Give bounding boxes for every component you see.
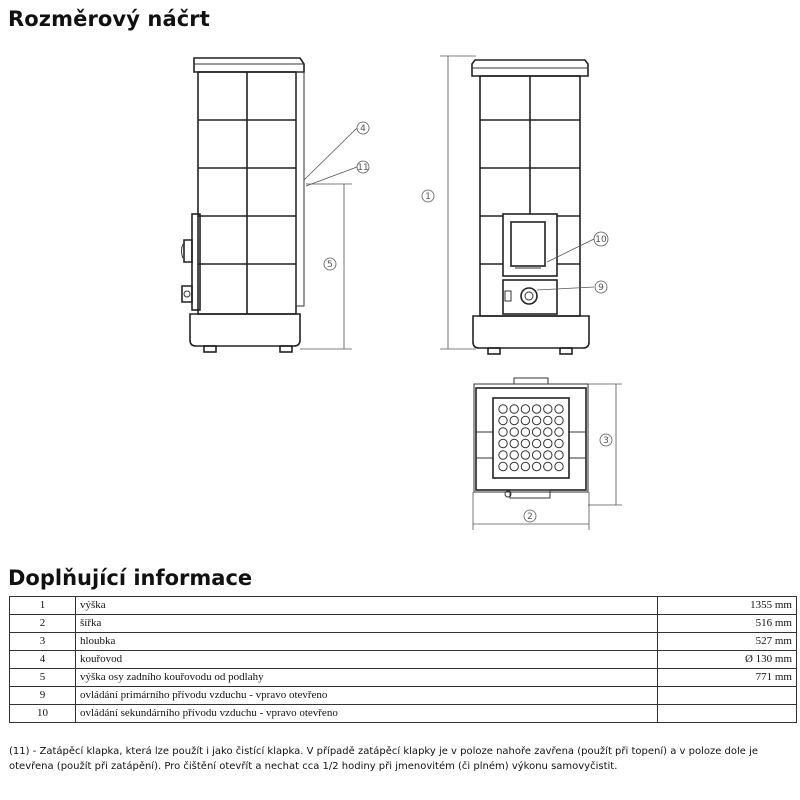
table-cell-value: Ø 130 mm xyxy=(658,651,797,669)
grate-hole xyxy=(544,451,552,459)
grate-hole xyxy=(555,428,563,436)
front-view xyxy=(440,56,594,354)
table-cell-desc: kouřovod xyxy=(76,651,658,669)
grate-hole xyxy=(555,462,563,470)
callout-3 xyxy=(600,434,612,446)
grate-hole xyxy=(521,451,529,459)
grate-hole xyxy=(510,416,518,424)
grate-hole xyxy=(521,439,529,447)
grate-hole xyxy=(544,405,552,413)
table-cell-num: 2 xyxy=(10,615,76,633)
table-row xyxy=(10,597,797,615)
callout-11 xyxy=(357,161,369,173)
svg-text:9: 9 xyxy=(598,283,604,293)
grate-hole xyxy=(555,405,563,413)
grate-holes xyxy=(499,405,563,471)
table-cell-value xyxy=(658,687,797,705)
grate-hole xyxy=(510,439,518,447)
table-cell-num: 4 xyxy=(10,651,76,669)
callout-4 xyxy=(357,122,369,134)
table-row xyxy=(10,669,797,687)
table-cell-value xyxy=(658,705,797,723)
table-row xyxy=(10,687,797,705)
grate-hole xyxy=(532,405,540,413)
grate-hole xyxy=(499,439,507,447)
table-cell-desc: ovládání primárního přívodu vzduchu - vpravo otevřeno xyxy=(76,687,658,705)
grate-hole xyxy=(532,451,540,459)
table-cell-num: 3 xyxy=(10,633,76,651)
grate-hole xyxy=(532,428,540,436)
grate-hole xyxy=(510,462,518,470)
table-row xyxy=(10,633,797,651)
grate-hole xyxy=(499,451,507,459)
table-cell-desc: ovládání sekundárního přívodu vzduchu - vpravo otevřeno xyxy=(76,705,658,723)
table-cell-desc: hloubka xyxy=(76,633,658,651)
grate-hole xyxy=(544,439,552,447)
grate-hole xyxy=(499,416,507,424)
table-cell-value: 771 mm xyxy=(658,669,797,687)
table-cell-num: 9 xyxy=(10,687,76,705)
grate-hole xyxy=(510,405,518,413)
callout-5 xyxy=(324,258,336,270)
grate-hole xyxy=(521,405,529,413)
grate-hole xyxy=(544,416,552,424)
svg-text:11: 11 xyxy=(357,163,369,173)
grate-hole xyxy=(499,428,507,436)
table-cell-num: 10 xyxy=(10,705,76,723)
info-table xyxy=(9,596,797,723)
grate-hole xyxy=(544,428,552,436)
table-cell-value: 516 mm xyxy=(658,615,797,633)
table-cell-value: 527 mm xyxy=(658,633,797,651)
table-cell-num: 1 xyxy=(10,597,76,615)
top-view xyxy=(473,378,622,530)
callout-10 xyxy=(594,232,608,246)
info-heading: Doplňující informace xyxy=(8,566,253,590)
callout-9 xyxy=(595,281,607,293)
callout-2 xyxy=(524,510,536,522)
table-row xyxy=(10,705,797,723)
table-cell-desc: výška osy zadního kouřovodu od podlahy xyxy=(76,669,658,687)
table-row xyxy=(10,615,797,633)
grate-hole xyxy=(521,416,529,424)
svg-text:5: 5 xyxy=(327,260,333,270)
footnote: (11) - Zatápěcí klapka, která lze použít i jako čistící klapka. V případě zatápěcí klapky je v poloze nahoře zavřena (použít při topení) a v poloze dole je otevřena (použít při zatápění). Pro čištění otevřít a nechat cca 1/2 hodiny při jmenovitém (či plném) výkonu samovyčistit. xyxy=(9,746,759,772)
side-view xyxy=(182,58,358,352)
grate-hole xyxy=(521,462,529,470)
sketch-heading: Rozměrový náčrt xyxy=(8,7,210,31)
svg-text:4: 4 xyxy=(360,124,366,134)
grate-hole xyxy=(544,462,552,470)
grate-hole xyxy=(532,416,540,424)
grate-hole xyxy=(555,416,563,424)
grate-hole xyxy=(532,439,540,447)
svg-text:10: 10 xyxy=(595,235,607,245)
svg-text:3: 3 xyxy=(603,436,609,446)
grate-hole xyxy=(499,462,507,470)
grate-hole xyxy=(510,428,518,436)
svg-text:1: 1 xyxy=(425,192,431,202)
table-cell-desc: výška xyxy=(76,597,658,615)
grate-hole xyxy=(510,451,518,459)
callout-1 xyxy=(422,190,434,202)
table-cell-num: 5 xyxy=(10,669,76,687)
table-cell-value: 1355 mm xyxy=(658,597,797,615)
table-cell-desc: šířka xyxy=(76,615,658,633)
grate-hole xyxy=(499,405,507,413)
table-row xyxy=(10,651,797,669)
svg-text:2: 2 xyxy=(527,512,533,522)
grate-hole xyxy=(532,462,540,470)
grate-hole xyxy=(555,451,563,459)
grate-hole xyxy=(555,439,563,447)
grate-hole xyxy=(521,428,529,436)
